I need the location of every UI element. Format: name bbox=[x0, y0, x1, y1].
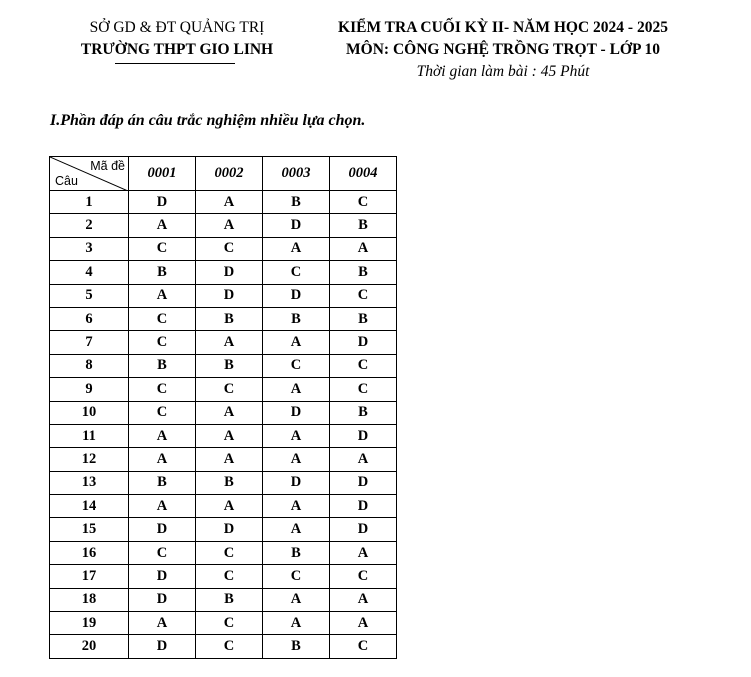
table-row bbox=[50, 424, 397, 447]
section-title: I.Phần đáp án câu trắc nghiệm nhiều lựa chọn. bbox=[50, 112, 366, 129]
question-number-cell: 13 bbox=[50, 471, 129, 494]
question-number-cell: 3 bbox=[50, 237, 129, 260]
answer-cell: A bbox=[330, 612, 397, 635]
answer-cell: C bbox=[196, 541, 263, 564]
table-row bbox=[50, 261, 397, 284]
answer-cell: B bbox=[263, 541, 330, 564]
answer-cell: A bbox=[196, 331, 263, 354]
question-number-cell: 17 bbox=[50, 565, 129, 588]
answer-cell: A bbox=[129, 424, 196, 447]
answer-cell: D bbox=[196, 518, 263, 541]
answer-cell: D bbox=[263, 284, 330, 307]
answer-cell: B bbox=[263, 635, 330, 658]
answer-cell: D bbox=[263, 401, 330, 424]
answer-cell: D bbox=[129, 518, 196, 541]
answer-cell: A bbox=[129, 495, 196, 518]
table-header-row bbox=[50, 157, 397, 191]
answer-cell: B bbox=[263, 307, 330, 330]
answer-cell: C bbox=[196, 237, 263, 260]
answer-cell: A bbox=[330, 448, 397, 471]
answer-cell: C bbox=[129, 237, 196, 260]
question-number-cell: 15 bbox=[50, 518, 129, 541]
table-row bbox=[50, 237, 397, 260]
school-underline bbox=[115, 63, 235, 64]
answer-cell: A bbox=[263, 378, 330, 401]
answer-cell: C bbox=[263, 354, 330, 377]
answer-cell: B bbox=[330, 214, 397, 237]
answer-cell: A bbox=[196, 191, 263, 214]
table-row bbox=[50, 612, 397, 635]
answer-cell: D bbox=[330, 331, 397, 354]
answer-cell: A bbox=[263, 331, 330, 354]
answer-cell: A bbox=[129, 448, 196, 471]
answer-cell: C bbox=[330, 354, 397, 377]
answer-cell: C bbox=[263, 261, 330, 284]
table-row bbox=[50, 471, 397, 494]
answer-cell: D bbox=[129, 565, 196, 588]
table-row bbox=[50, 378, 397, 401]
question-number-cell: 16 bbox=[50, 541, 129, 564]
answer-cell: C bbox=[129, 541, 196, 564]
table-row bbox=[50, 307, 397, 330]
answer-cell: B bbox=[196, 307, 263, 330]
answer-cell: A bbox=[263, 518, 330, 541]
question-number-cell: 12 bbox=[50, 448, 129, 471]
table-row bbox=[50, 354, 397, 377]
school-name: TRƯỜNG THPT GIO LINH bbox=[80, 41, 274, 58]
answer-cell: D bbox=[129, 635, 196, 658]
answer-cell: A bbox=[330, 237, 397, 260]
answer-cell: D bbox=[330, 495, 397, 518]
answer-cell: C bbox=[330, 635, 397, 658]
answer-cell: A bbox=[263, 237, 330, 260]
code-header-label: Mã đề bbox=[90, 159, 125, 173]
table-row bbox=[50, 495, 397, 518]
answer-cell: B bbox=[263, 191, 330, 214]
answer-cell: C bbox=[196, 378, 263, 401]
answer-cell: A bbox=[263, 495, 330, 518]
answer-cell: D bbox=[330, 518, 397, 541]
answer-cell: C bbox=[330, 565, 397, 588]
table-row bbox=[50, 401, 397, 424]
answer-cell: C bbox=[196, 612, 263, 635]
table-row bbox=[50, 284, 397, 307]
answer-cell: A bbox=[129, 284, 196, 307]
answer-table-body bbox=[50, 191, 397, 659]
corner-header-cell bbox=[50, 157, 129, 191]
answer-cell: C bbox=[330, 378, 397, 401]
answer-cell: B bbox=[330, 401, 397, 424]
code-header-0002: 0002 bbox=[196, 157, 263, 191]
answer-cell: C bbox=[129, 331, 196, 354]
table-row bbox=[50, 541, 397, 564]
question-number-cell: 5 bbox=[50, 284, 129, 307]
question-number-cell: 18 bbox=[50, 588, 129, 611]
code-header-0001: 0001 bbox=[129, 157, 196, 191]
question-number-cell: 19 bbox=[50, 612, 129, 635]
answer-cell: C bbox=[263, 565, 330, 588]
exam-duration: Thời gian làm bài : 45 Phút bbox=[416, 63, 590, 80]
answer-cell: C bbox=[196, 635, 263, 658]
answer-cell: D bbox=[129, 191, 196, 214]
answer-cell: B bbox=[129, 471, 196, 494]
answer-cell: A bbox=[196, 424, 263, 447]
code-header-0004: 0004 bbox=[330, 157, 397, 191]
answer-cell: D bbox=[330, 471, 397, 494]
answer-cell: A bbox=[263, 612, 330, 635]
organization-block bbox=[58, 17, 296, 61]
answer-cell: A bbox=[196, 448, 263, 471]
question-number-cell: 14 bbox=[50, 495, 129, 518]
question-header-label: Câu bbox=[55, 174, 78, 188]
answer-cell: B bbox=[330, 307, 397, 330]
answer-cell: A bbox=[129, 612, 196, 635]
table-row bbox=[50, 191, 397, 214]
question-number-cell: 2 bbox=[50, 214, 129, 237]
table-row bbox=[50, 214, 397, 237]
exam-title: KIỂM TRA CUỐI KỲ II- NĂM HỌC 2024 - 2025 bbox=[338, 19, 668, 36]
question-number-cell: 11 bbox=[50, 424, 129, 447]
table-row bbox=[50, 448, 397, 471]
answer-cell: A bbox=[263, 588, 330, 611]
answer-cell: C bbox=[196, 565, 263, 588]
question-number-cell: 7 bbox=[50, 331, 129, 354]
question-number-cell: 4 bbox=[50, 261, 129, 284]
exam-subject: MÔN: CÔNG NGHỆ TRỒNG TRỌT - LỚP 10 bbox=[346, 41, 660, 58]
answer-cell: A bbox=[330, 588, 397, 611]
question-number-cell: 10 bbox=[50, 401, 129, 424]
table-row bbox=[50, 635, 397, 658]
question-number-cell: 1 bbox=[50, 191, 129, 214]
answer-cell: B bbox=[129, 354, 196, 377]
exam-info-block bbox=[308, 17, 698, 83]
answer-cell: A bbox=[263, 424, 330, 447]
answer-cell: D bbox=[263, 214, 330, 237]
answer-cell: D bbox=[196, 284, 263, 307]
answer-cell: D bbox=[129, 588, 196, 611]
answer-cell: B bbox=[129, 261, 196, 284]
question-number-cell: 9 bbox=[50, 378, 129, 401]
answer-cell: C bbox=[129, 401, 196, 424]
answer-cell: D bbox=[263, 471, 330, 494]
answer-cell: B bbox=[196, 354, 263, 377]
answer-cell: A bbox=[196, 214, 263, 237]
answer-cell: D bbox=[330, 424, 397, 447]
answer-cell: C bbox=[129, 378, 196, 401]
table-row bbox=[50, 331, 397, 354]
answer-cell: B bbox=[330, 261, 397, 284]
department-name: SỞ GD & ĐT QUẢNG TRỊ bbox=[89, 19, 265, 36]
question-number-cell: 6 bbox=[50, 307, 129, 330]
answer-cell: C bbox=[330, 284, 397, 307]
question-number-cell: 8 bbox=[50, 354, 129, 377]
answer-cell: B bbox=[196, 471, 263, 494]
answer-cell: C bbox=[330, 191, 397, 214]
answer-cell: C bbox=[129, 307, 196, 330]
answer-cell: A bbox=[129, 214, 196, 237]
table-row bbox=[50, 518, 397, 541]
answer-cell: A bbox=[330, 541, 397, 564]
question-number-cell: 20 bbox=[50, 635, 129, 658]
answer-cell: A bbox=[263, 448, 330, 471]
answer-cell: D bbox=[196, 261, 263, 284]
answer-key-table bbox=[49, 156, 397, 659]
answer-cell: B bbox=[196, 588, 263, 611]
answer-cell: A bbox=[196, 495, 263, 518]
table-row bbox=[50, 565, 397, 588]
answer-cell: A bbox=[196, 401, 263, 424]
table-row bbox=[50, 588, 397, 611]
code-header-0003: 0003 bbox=[263, 157, 330, 191]
